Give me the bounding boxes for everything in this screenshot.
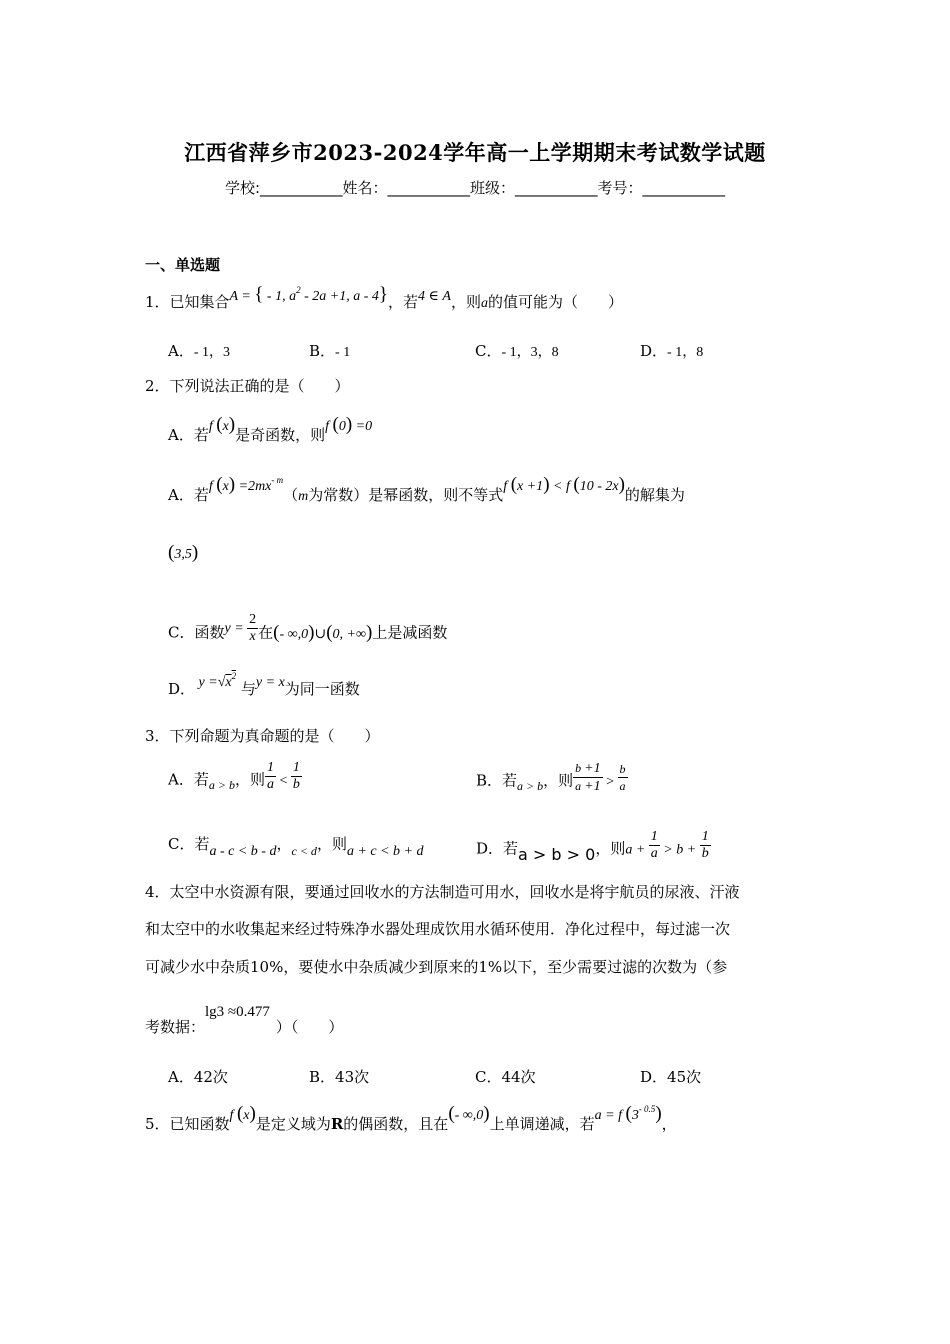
q3-option-d: D．若a > b > 0，则a + $\frac{1}{a}$ > b + $\frac{1}{b}$ [476, 829, 709, 864]
section-heading: 一、单选题 [145, 256, 221, 274]
question-4-line-4: 考数据：lg3 ≈0.477）（ ） [145, 1004, 344, 1036]
q3-option-c: C．若a - c < b - d，$_{c < d}$，则a + c < b + d [168, 835, 424, 859]
q3-option-a: A．若$_{a > b}$，则 $\frac{1}{a}$ < $\frac{1}{b}$ [168, 760, 300, 792]
q2-solution-interval: (3,5) [168, 542, 199, 563]
q1-option-a: A．- 1，3 [168, 342, 231, 360]
q2-option-a: A．若f (x)是奇函数，则f (0) =0 [168, 414, 373, 444]
question-4-line-3: 可减少水中杂质10%，要使水中杂质减少到原来的1%以下，至少需要过滤的次数为（参 [145, 958, 728, 976]
q1-option-b: B．- 1 [309, 342, 351, 360]
q4-option-b: B．43次 [309, 1068, 370, 1086]
question-1: 1．已知集合A = { - 1, $a^2 - 2a +1$, a - 4}，若4 ∈ A，则a的值可能为（ ） [145, 284, 623, 311]
question-4-line-2: 和太空中的水收集起来经过特殊净水器处理成饮用水循环使用．净化过程中，每过滤一次 [145, 920, 731, 938]
q4-option-a: A．42次 [168, 1068, 228, 1086]
q1-option-c: C．- 1，3，8 [475, 342, 559, 360]
question-5: 5．已知函数f (x)是定义域为R的偶函数，且在(- ∞,0)上单调递减，若a = f $(3^{- 0.5})$， [145, 1103, 677, 1133]
page-title: 江西省萍乡市2023-2024学年高一上学期期末考试数学试题 [184, 140, 766, 165]
q2-option-d: D． $y =√x^2$ 与y = x为同一函数 [168, 671, 360, 698]
question-4-line-1: 4．太空中水资源有限，要通过回收水的方法制造可用水，回收水是将宇航员的尿液、汗液 [145, 883, 740, 901]
q2-option-c: C．函数y = $\frac{2}{x}$ 在(- ∞,0)∪(0, +∞)上是减函数 [168, 612, 448, 644]
question-3: 3．下列命题为真命题的是（ ） [145, 727, 380, 745]
question-2: 2．下列说法正确的是（ ） [145, 377, 350, 395]
q2-option-b: A．若f $(x) =2mx^{- m}(m$为常数）是幂函数，则不等式f (x +1) < f (10 - 2x)的解集为 [168, 474, 685, 504]
q4-option-c: C．44次 [475, 1068, 536, 1086]
q4-option-d: D．45次 [640, 1068, 702, 1086]
q1-option-d: D．- 1，8 [640, 342, 704, 360]
student-info-line: 学校:___________姓名：___________班级：___________考号：___________ [224, 179, 726, 197]
q3-option-b: B．若$_{a > b}$，则 $\frac{b +1}{a +1}$ > $\frac{b}{a}$ [476, 761, 626, 794]
